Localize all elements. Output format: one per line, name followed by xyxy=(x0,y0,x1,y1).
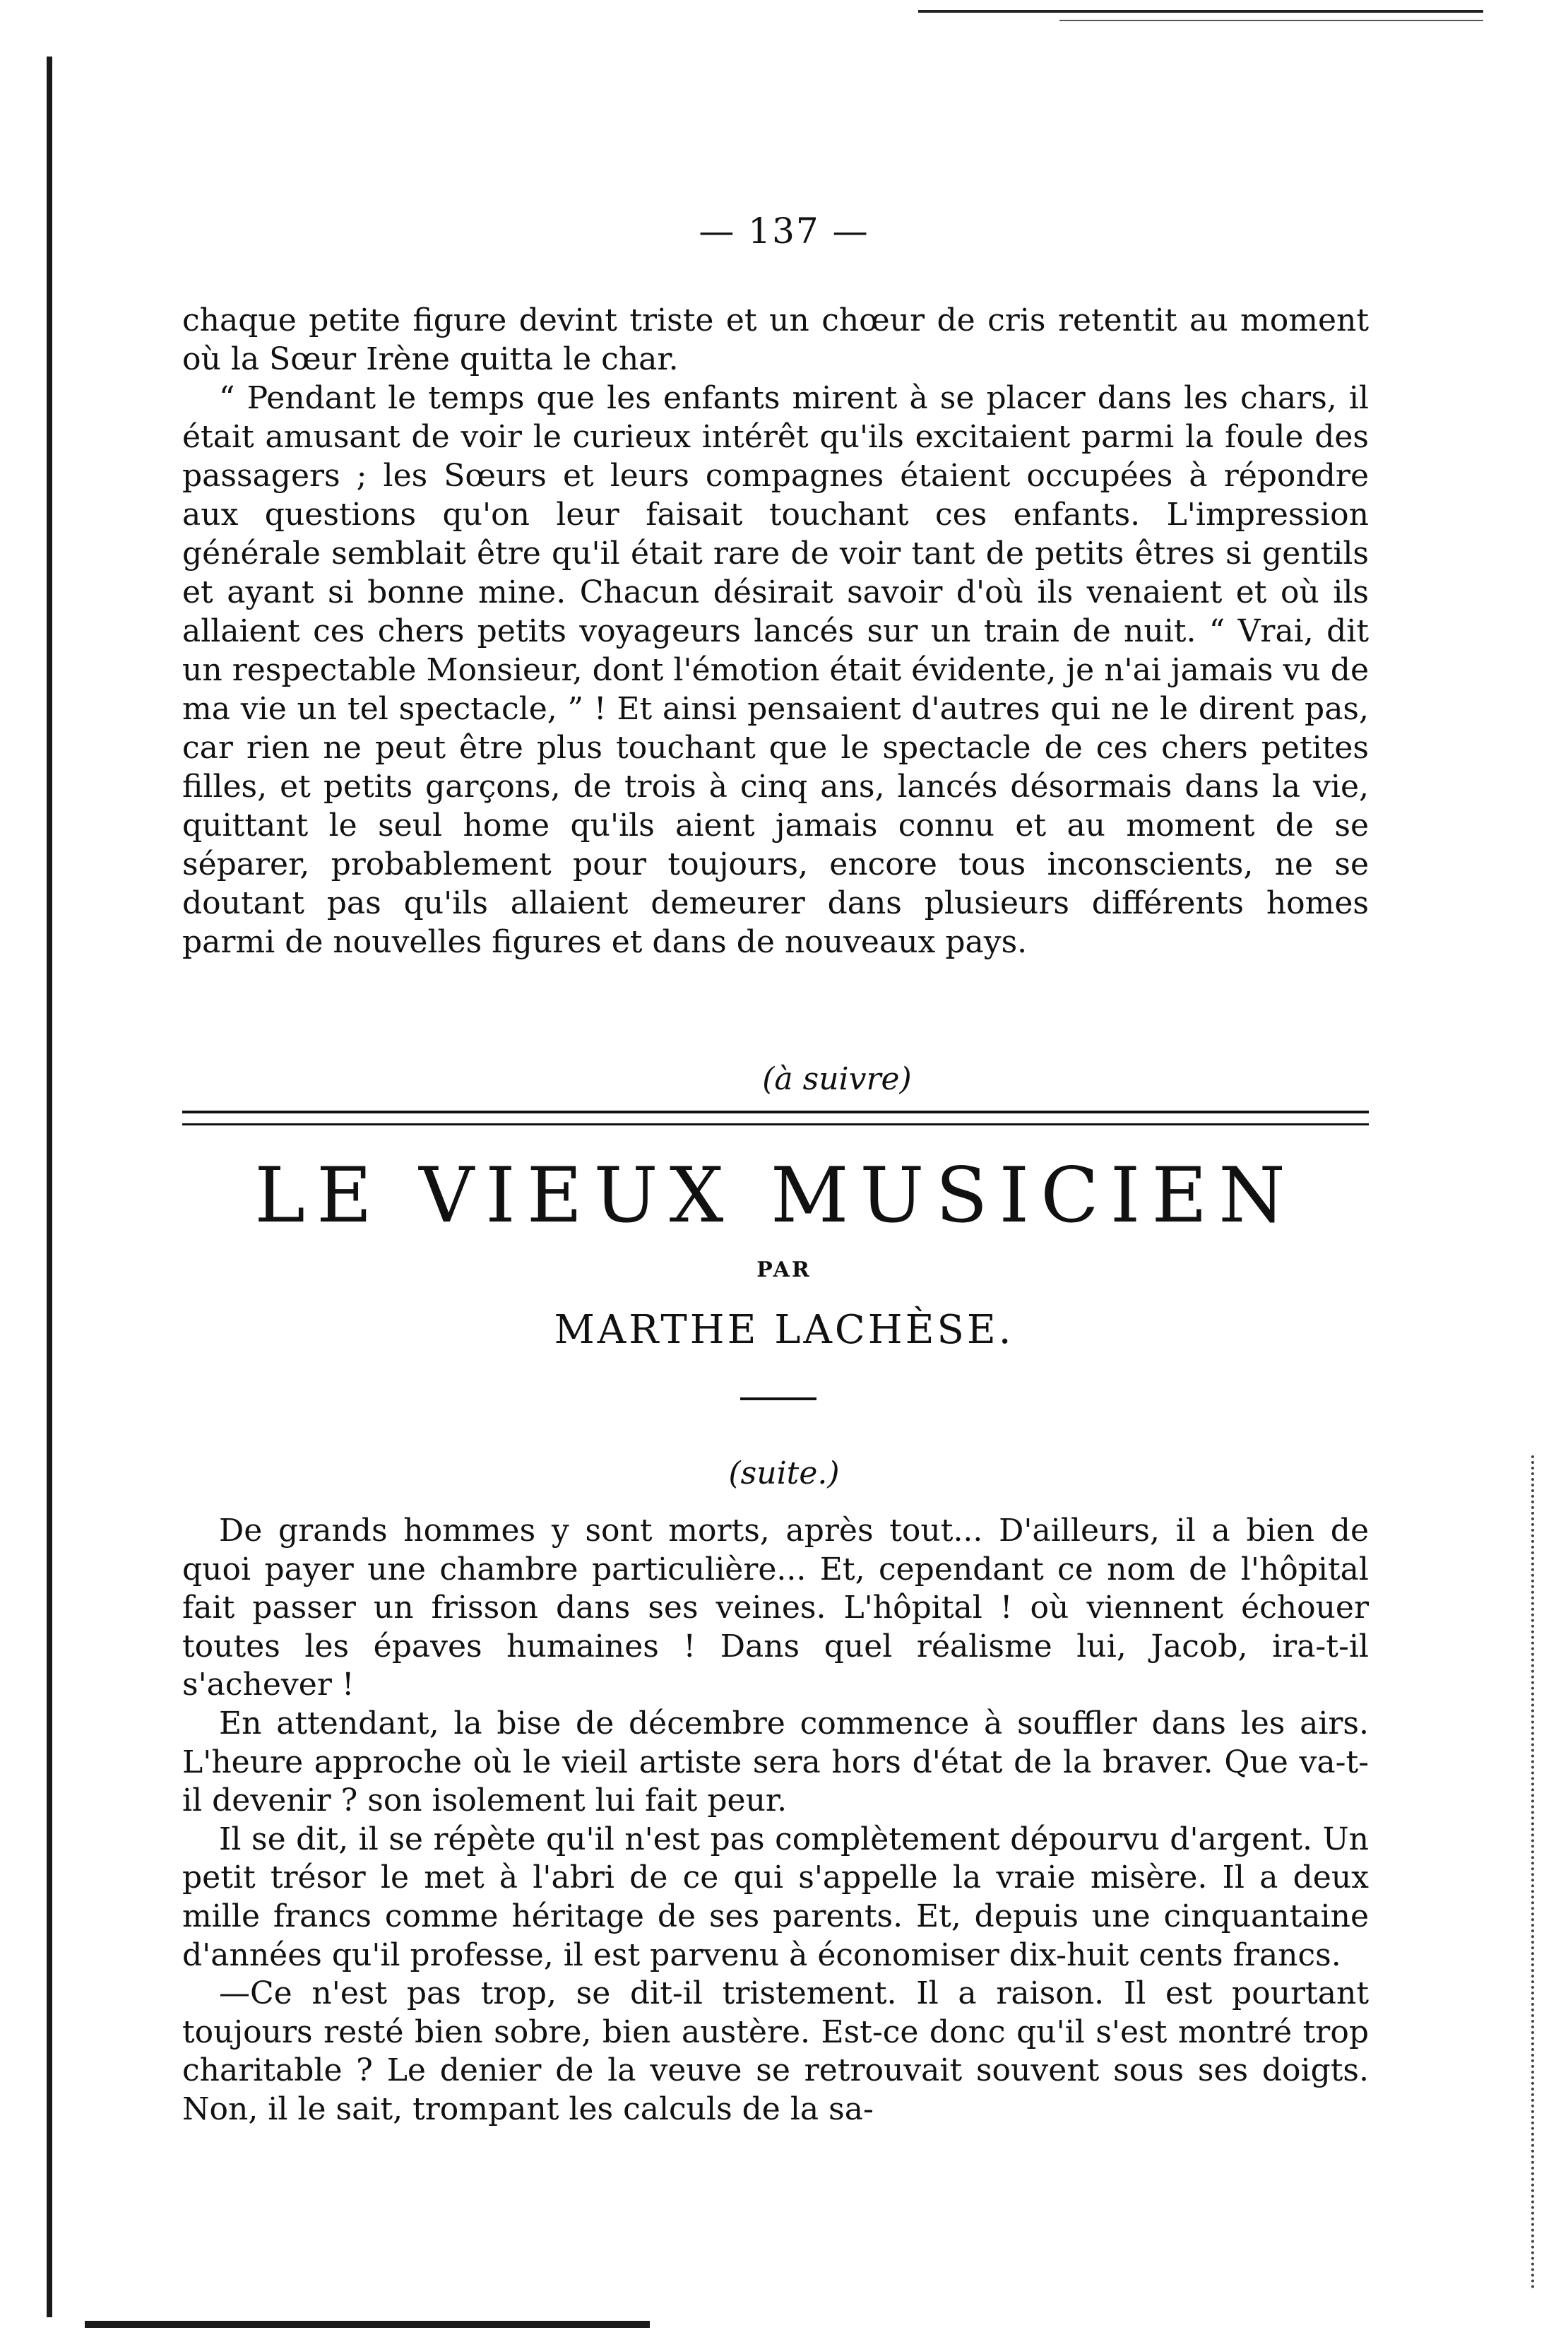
scan-top-rule-thin xyxy=(1059,20,1483,21)
byline-label: PAR xyxy=(756,1258,812,1282)
paragraph: chaque petite figure devint triste et un chœur de cris retentit au moment où la Sœur Irène quitta le char. xyxy=(182,302,1369,377)
scan-right-marks xyxy=(1531,1455,1537,2289)
story-body xyxy=(182,1512,1369,2129)
paragraph: —Ce n'est pas trop, se dit-il tristement. Il a raison. Il est pourtant toujours resté bien sobre, bien austère. Est-ce donc qu'il s'est montré trop charitable ? Le denier de la veuve se retrouvait souvent sous ses doigts. Non, il le sait, trompant les calculs de la sa- xyxy=(182,1975,1369,2127)
story-title: LE VIEUX MUSICIEN xyxy=(254,1152,1297,1240)
scan-top-rule xyxy=(918,10,1483,13)
paragraph: “ Pendant le temps que les enfants mirent à se placer dans les chars, il était amusant de voir le curieux intérêt qu'ils excitaient parmi la foule des passagers ; les Sœurs et leurs compagnes étaient occupées à répondre aux questions qu'on leur faisait touchant ces enfants. L'impression générale semblait être qu'il était rare de voir tant de petits êtres si gentils et ayant si bonne mine. Chacun désirait savoir d'où ils venaient et où ils allaient ces chers petits voyageurs lancés sur un train de nuit. “ Vrai, dit un respectable Monsieur, dont l'émotion était évidente, je n'ai jamais vu de ma vie un tel spectacle, ” ! Et ainsi pensaient d'autres qui ne le dirent pas, car rien ne peut être plus touchant que le spectacle de ces chers petites filles, et petits garçons, de trois à cinq ans, lancés désormais dans la vie, quittant le seul home qu'ils aient jamais connu et au moment de se séparer, probablement pour toujours, encore tous inconscients, ne se doutant pas qu'ils allaient demeurer dans plusieurs différents homes parmi de nouvelles figures et dans de nouveaux pays. xyxy=(182,380,1369,960)
section-divider xyxy=(182,1111,1369,1125)
title-separator xyxy=(740,1397,816,1400)
paragraph: Il se dit, il se répète qu'il n'est pas complètement dépourvu d'argent. Un petit trésor le met à l'abri de ce qui s'appelle la vraie misère. Il a deux mille francs comme héritage de ses parents. Et, depuis une cinquantaine d'années qu'il professe, il est parvenu à économiser dix-huit cents francs. xyxy=(182,1821,1369,1973)
continued-note: (suite.) xyxy=(728,1455,840,1491)
paragraph: En attendant, la bise de décembre commence à souffler dans les airs. L'heure approche où le vieil artiste sera hors d'état de la braver. Que va-t-il devenir ? son isolement lui fait peur. xyxy=(182,1705,1369,1819)
serial-continuation-text xyxy=(182,301,1369,962)
author-name: MARTHE LACHÈSE. xyxy=(554,1307,1014,1353)
page-number: — 137 — xyxy=(699,211,869,252)
scan-bottom-rule xyxy=(85,2321,650,2328)
paragraph: De grands hommes y sont morts, après tout... D'ailleurs, il a bien de quoi payer une chambre particulière... Et, cependant ce nom de l'hôpital fait passer un frisson dans ses veines. L'hôpital ! où viennent échouer toutes les épaves humaines ! Dans quel réalisme lui, Jacob, ira-t-il s'achever ! xyxy=(182,1513,1369,1703)
to-be-continued-note: (à suivre) xyxy=(762,1061,912,1097)
scan-margin-bar xyxy=(47,57,52,2317)
